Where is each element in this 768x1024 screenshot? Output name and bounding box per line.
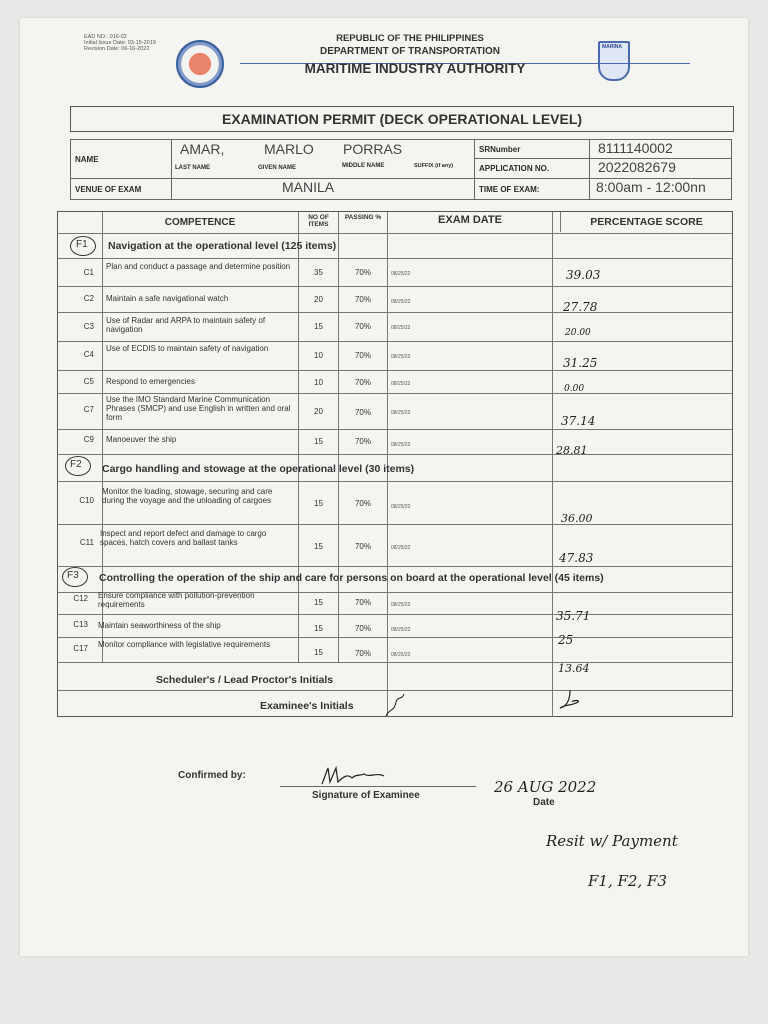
row-competence: Respond to emergencies (106, 377, 195, 386)
row-competence: Use of ECDIS to maintain safety of navigation (106, 344, 269, 353)
row-date: 08/25/22 (391, 271, 411, 277)
header-score: PERCENTAGE SCORE (590, 216, 703, 228)
row-date: 08/25/22 (391, 504, 411, 510)
row-score: 39.03 (566, 268, 601, 282)
row-date: 08/25/22 (391, 602, 411, 608)
revision-date: Revision Date: 06-16-2022 (84, 46, 150, 52)
application-value: 2022082679 (589, 158, 732, 179)
given-name-value: MARLO (264, 141, 314, 157)
section-tag: F1 (76, 239, 88, 250)
col-divider (552, 212, 553, 717)
row-divider (58, 481, 732, 482)
row-code: C7 (83, 405, 94, 414)
row-items: 15 (314, 322, 323, 331)
dotr-seal-icon (176, 40, 224, 88)
marina-logo-text: MARINA (602, 44, 622, 50)
row-divider (58, 258, 732, 259)
application-label: APPLICATION NO. (474, 158, 590, 179)
proctor-initials-mark (556, 688, 586, 714)
row-items: 10 (314, 351, 323, 360)
middle-name-label: MIDDLE NAME (342, 163, 385, 169)
row-passing: 70% (354, 322, 371, 331)
date-value: 26 AUG 2022 (494, 778, 597, 796)
row-divider (58, 393, 732, 394)
venue-value: MANILA (171, 178, 475, 200)
confirmed-by-label: Confirmed by: (178, 770, 246, 781)
row-passing: 70% (354, 437, 371, 446)
row-score: 0.00 (564, 384, 585, 394)
middle-name-value: PORRAS (343, 141, 403, 157)
time-label: TIME OF EXAM: (474, 178, 590, 200)
name-cell (171, 139, 475, 179)
given-name-label: GIVEN NAME (258, 165, 297, 171)
last-name-value: AMAR, (180, 141, 225, 157)
row-score: 20.00 (565, 328, 591, 338)
row-code: C4 (83, 350, 94, 359)
row-items: 15 (314, 437, 323, 446)
row-date: 08/25/22 (391, 410, 411, 416)
issue-date: Initial Issue Date: 03-15-2019 (84, 40, 156, 46)
row-divider (58, 614, 732, 615)
examinee-initials-mark (382, 690, 412, 720)
row-competence: Ensure compliance with pollution-prevention requirements (98, 591, 255, 609)
row-score: 35.71 (556, 609, 591, 623)
row-items: 15 (314, 542, 323, 551)
row-passing: 70% (354, 649, 371, 658)
row-divider (58, 341, 732, 342)
row-divider (58, 454, 732, 455)
row-competence: Manoeuver the ship (106, 435, 177, 444)
proctor-initials-label: Scheduler's / Lead Proctor's Initials (156, 674, 334, 686)
row-competence: Plan and conduct a passage and determine position (106, 262, 291, 271)
row-passing: 70% (354, 378, 371, 387)
row-competence: Inspect and report defect and damage to cargo spaces, hatch covers and ballast tanks (100, 529, 267, 547)
section-title: Navigation at the operational level (125 items) (108, 240, 337, 252)
row-divider (58, 429, 732, 430)
row-passing: 70% (354, 598, 371, 607)
row-passing: 70% (354, 542, 371, 551)
examinee-signature (318, 764, 398, 788)
suffix-label: SUFFIX (if any) (414, 163, 454, 169)
doc-number: EAD NO.: 016-02 (84, 34, 127, 40)
authority-heading: MARITIME INDUSTRY AUTHORITY (304, 61, 526, 76)
row-passing: 70% (354, 268, 371, 277)
row-items: 15 (314, 598, 323, 607)
section-tag: F2 (70, 459, 82, 470)
header-exam-date: EXAM DATE (438, 214, 502, 226)
row-divider (58, 637, 732, 638)
row-date: 08/25/22 (391, 545, 411, 551)
row-passing: 70% (354, 351, 371, 360)
row-code: C11 (79, 538, 94, 547)
row-code: C12 (73, 594, 88, 603)
resit-note: Resit w/ Payment (546, 832, 678, 850)
row-date: 08/25/22 (391, 354, 411, 360)
department-heading: DEPARTMENT OF TRANSPORTATION (320, 46, 500, 57)
name-label: NAME (70, 139, 172, 179)
header-passing: PASSING % (344, 214, 382, 221)
row-score: 13.64 (558, 662, 590, 675)
row-score: 37.14 (561, 414, 596, 428)
row-score: 28.81 (556, 444, 588, 457)
row-date: 08/25/22 (391, 299, 411, 305)
sr-value: 8111140002 (589, 139, 732, 159)
row-code: C9 (83, 435, 94, 444)
row-competence: Use of Radar and ARPA to maintain safety of navigation (106, 316, 266, 334)
resit-functions-note: F1, F2, F3 (588, 872, 667, 890)
row-code: C10 (79, 496, 94, 505)
row-items: 15 (314, 624, 323, 633)
row-code: C17 (73, 644, 88, 653)
row-date: 08/25/22 (391, 381, 411, 387)
row-competence: Monitor compliance with legislative requirements (98, 640, 271, 649)
row-divider (58, 662, 732, 663)
header-competence: COMPETENCE (164, 217, 236, 228)
row-competence: Monitor the loading, stowage, securing and care during the voyage and the unloading of cargoes (102, 487, 273, 505)
republic-heading: REPUBLIC OF THE PHILIPPINES (336, 33, 484, 44)
sr-label: SRNumber (474, 139, 590, 159)
row-date: 08/25/22 (391, 652, 411, 658)
row-date: 08/25/22 (391, 627, 411, 633)
row-code: C13 (73, 620, 88, 629)
date-label: Date (533, 797, 555, 808)
row-score: 47.83 (559, 551, 594, 565)
signature-label: Signature of Examinee (312, 790, 420, 801)
section-title: Controlling the operation of the ship and care for persons on board at the operational level (45 items) (99, 572, 604, 584)
examinee-initials-label: Examinee's Initials (260, 700, 354, 712)
row-code: C2 (83, 294, 94, 303)
page-title: EXAMINATION PERMIT (DECK OPERATIONAL LEVEL) (70, 106, 734, 132)
row-score: 36.00 (561, 512, 593, 525)
time-value: 8:00am - 12:00nn (589, 178, 732, 200)
row-competence: Maintain seaworthiness of the ship (98, 621, 221, 630)
row-divider (58, 312, 732, 313)
row-code: C3 (83, 322, 94, 331)
row-passing: 70% (354, 499, 371, 508)
section-tag: F3 (67, 570, 79, 581)
row-score: 27.78 (563, 300, 598, 314)
row-items: 20 (314, 407, 323, 416)
last-name-label: LAST NAME (175, 165, 210, 171)
row-code: C1 (83, 268, 94, 277)
row-date: 08/25/22 (391, 442, 411, 448)
row-items: 15 (314, 648, 323, 657)
row-code: C5 (83, 377, 94, 386)
row-competence: Use the IMO Standard Marine Communication Phrases (SMCP) and use English in written and oral form (106, 395, 291, 422)
row-divider (58, 370, 732, 371)
row-items: 15 (314, 499, 323, 508)
row-passing: 70% (354, 408, 371, 417)
row-divider (58, 524, 732, 525)
row-score: 31.25 (563, 356, 598, 370)
header-items: NO OF ITEMS (308, 214, 329, 228)
row-divider (58, 566, 732, 567)
venue-label: VENUE OF EXAM (70, 178, 172, 200)
row-score: 25 (558, 633, 574, 647)
row-items: 20 (314, 295, 323, 304)
row-date: 08/25/22 (391, 325, 411, 331)
row-items: 35 (314, 268, 323, 277)
row-passing: 70% (354, 295, 371, 304)
row-divider (58, 233, 732, 234)
row-items: 10 (314, 378, 323, 387)
row-competence: Maintain a safe navigational watch (106, 294, 229, 303)
row-divider (58, 286, 732, 287)
document-control-info (84, 34, 156, 52)
section-title: Cargo handling and stowage at the operational level (30 items) (102, 463, 415, 475)
row-passing: 70% (354, 624, 371, 633)
